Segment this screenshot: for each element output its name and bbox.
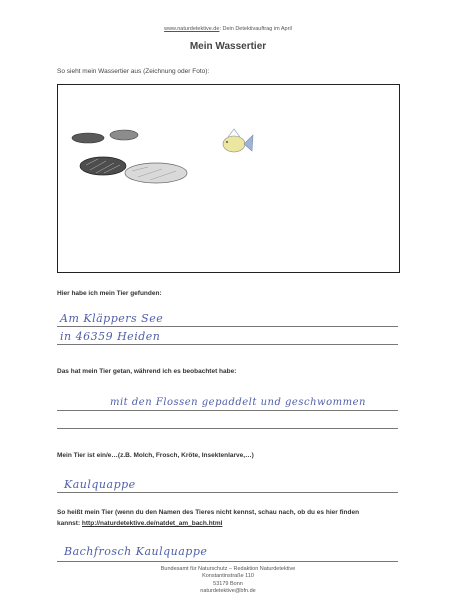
name-prompt-line-2 (57, 520, 222, 527)
name-help-link[interactable]: http://naturdetektive.de/natdet_am_bach.html (81, 520, 223, 527)
answer-line (57, 410, 398, 411)
header-site-link[interactable]: www.naturdetektive.de (164, 26, 220, 32)
answer-line (57, 326, 398, 327)
answer-line (57, 561, 398, 562)
drawn-stone (72, 133, 104, 143)
drawn-stone (125, 163, 187, 183)
found-answer-line-1: Am Kläppers See (60, 312, 164, 325)
footer-street: Konstantinstraße 110 (202, 573, 254, 580)
tadpole-drawing (58, 85, 399, 272)
name-prompt-text: kannst: (57, 520, 82, 527)
found-answer-line-2: in 46359 Heiden (60, 330, 161, 343)
is-answer: Kaulquappe (64, 478, 136, 491)
found-prompt: Hier habe ich mein Tier gefunden: (57, 290, 162, 297)
drawing-prompt: So sieht mein Wassertier aus (Zeichnung oder Foto): (57, 68, 210, 75)
answer-line (57, 428, 398, 429)
footer (0, 566, 456, 596)
answer-line (57, 344, 398, 345)
drawn-stone (80, 157, 126, 175)
header-text: : Dein Detektivauftrag im April (219, 26, 292, 32)
footer-org: Bundesamt für Naturschutz – Redaktion Naturdetektive (160, 566, 296, 572)
name-prompt-line-1: So heißt mein Tier (wenn du den Namen des Tieres nicht kennst, schau nach, ob du es hier finden (57, 509, 360, 516)
answer-line (57, 492, 398, 493)
drawing-box (57, 84, 400, 273)
did-prompt: Das hat mein Tier getan, während ich es beobachtet habe: (57, 368, 237, 375)
drawn-stone (110, 130, 138, 140)
is-prompt: Mein Tier ist ein/e…(z.B. Molch, Frosch, Kröte, Insektenlarve,…) (57, 452, 254, 459)
footer-email: naturdetektive@bfn.de (200, 588, 256, 595)
did-answer: mit den Flossen gepaddelt und geschwommen (110, 397, 366, 408)
page-header (0, 26, 456, 32)
footer-city: 53179 Bonn (213, 580, 243, 587)
page-title: Mein Wassertier (189, 41, 267, 52)
name-answer: Bachfrosch Kaulquappe (64, 545, 208, 558)
drawn-animal (223, 129, 253, 152)
